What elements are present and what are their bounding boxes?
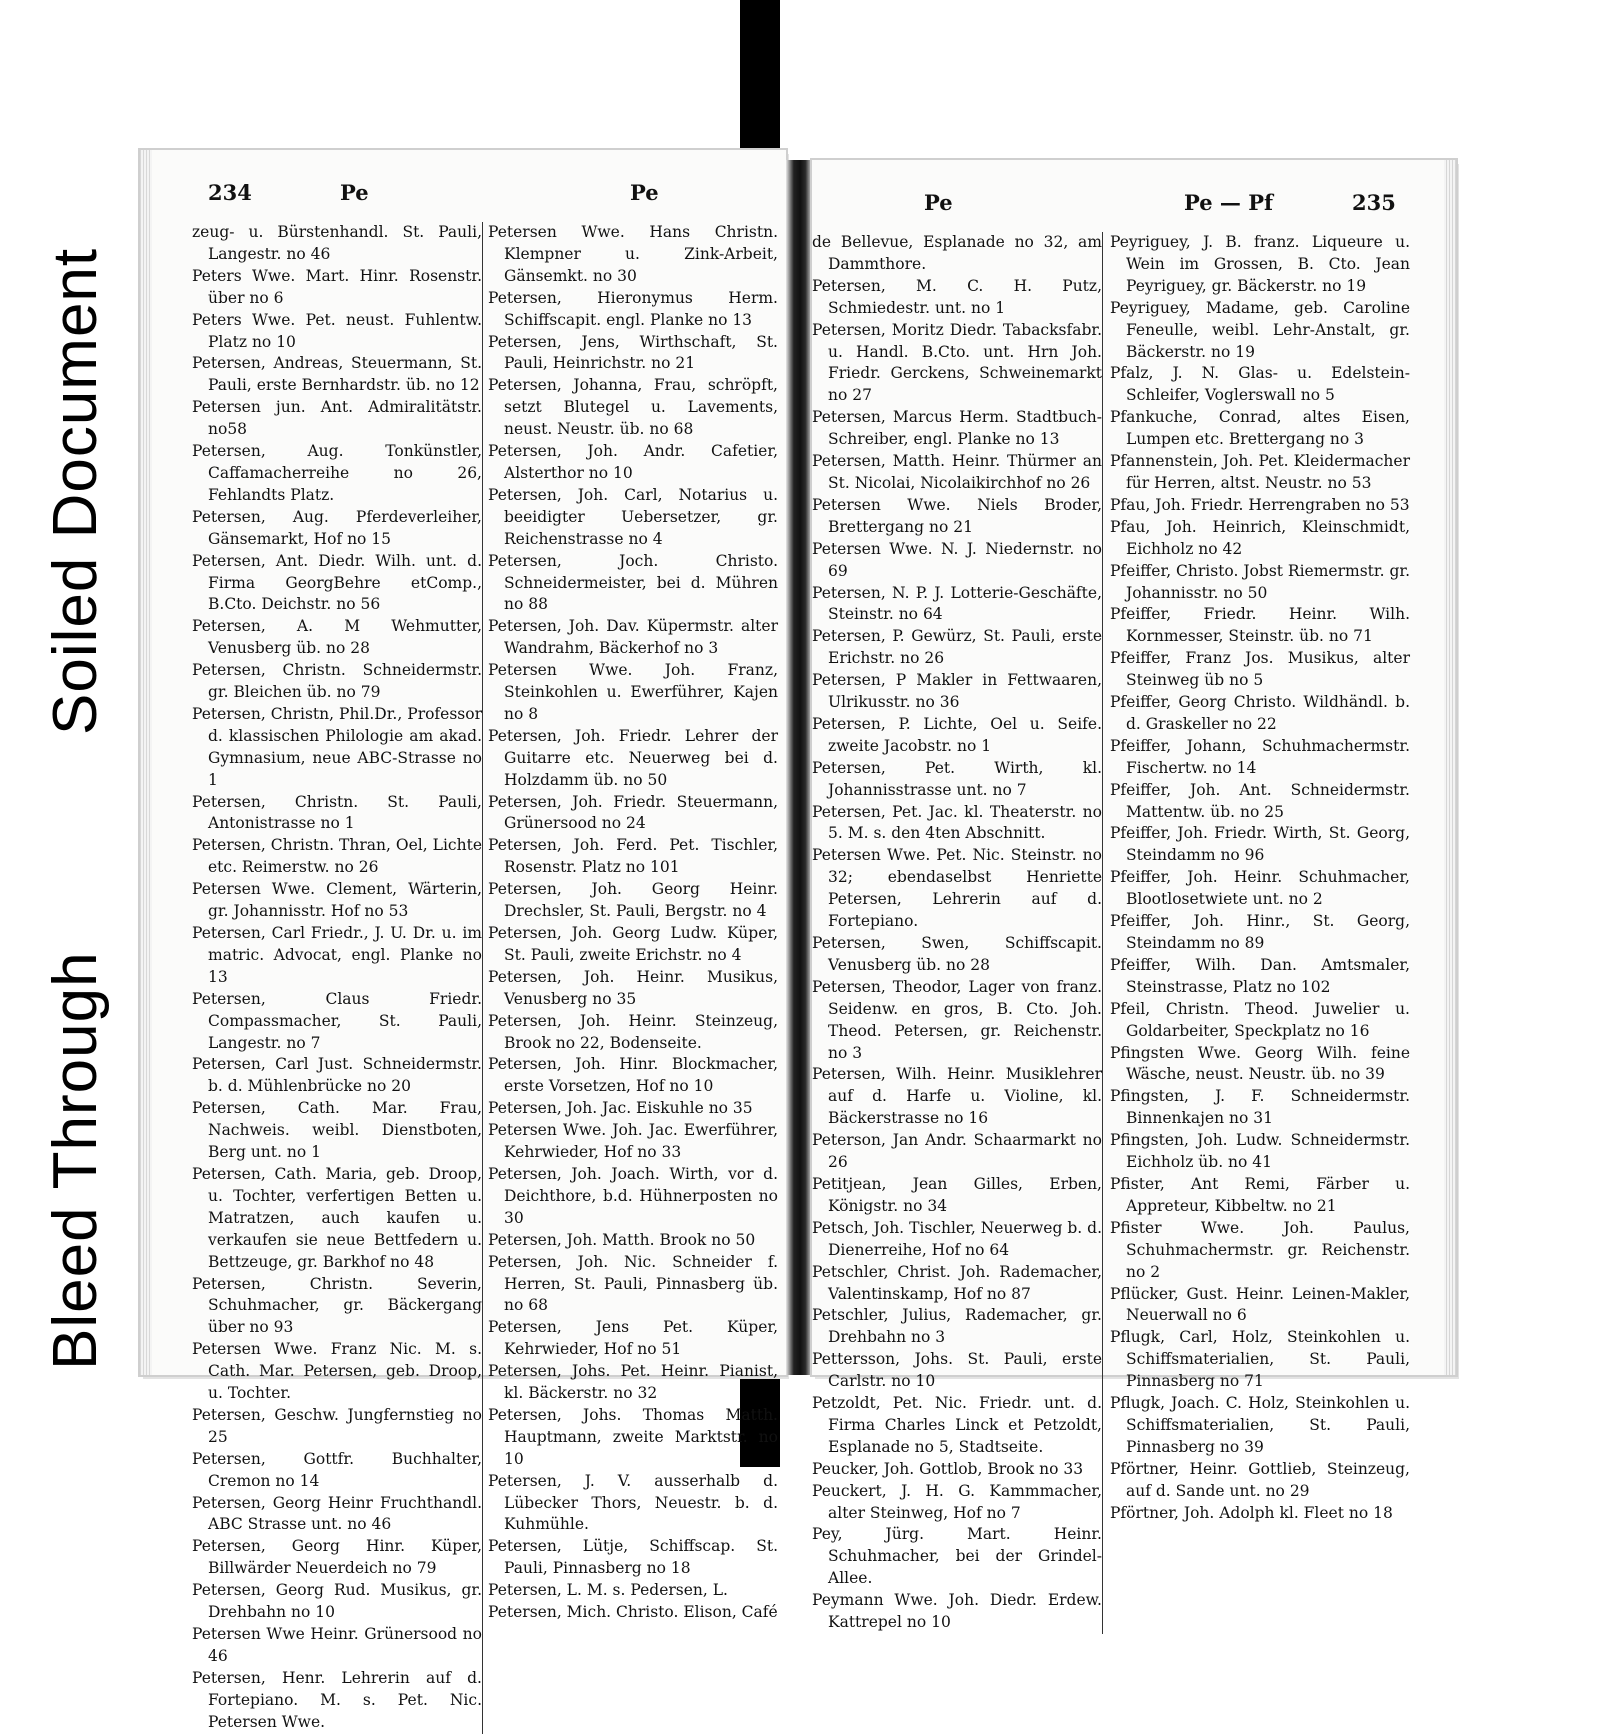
directory-entry: Petersen, Joh. Hinr. Blockmacher, erste Vorsetzen, Hof no 10	[488, 1055, 778, 1096]
directory-entry: Petersen, P Makler in Fettwaaren, Ulrikusstr. no 36	[812, 671, 1102, 712]
directory-entry: Petersen Wwe. Joh. Jac. Ewerführer, Kehrwieder, Hof no 33	[488, 1121, 778, 1162]
directory-entry: Petersen, Pet. Jac. kl. Theaterstr. no 5. M. s. den 4ten Abschnitt.	[812, 802, 1102, 843]
right-column-1	[812, 232, 1103, 1634]
directory-entry: Pflugk, Carl, Holz, Steinkohlen u. Schiffsmaterialien, St. Pauli, Pinnasberg no 71	[1110, 1328, 1410, 1391]
page-edge	[140, 150, 152, 1375]
directory-entry: Petschler, Julius, Rademacher, gr. Drehbahn no 3	[812, 1306, 1102, 1347]
running-head-center-right: Pe	[924, 190, 953, 215]
directory-entry: Petersen, Carl Just. Schneidermstr. b. d. Mühlenbrücke no 20	[192, 1055, 482, 1096]
directory-entry: Petersen Wwe Heinr. Grünersood no 46	[192, 1625, 482, 1665]
directory-entry: Petsch, Joh. Tischler, Neuerweg b. d. Dienerreihe, Hof no 64	[812, 1218, 1102, 1259]
directory-entry: Pförtner, Joh. Adolph kl. Fleet no 18	[1110, 1503, 1393, 1522]
directory-entry: Petzoldt, Pet. Nic. Friedr. unt. d. Firma Charles Linck et Petzoldt, Esplanade no 5, Stadtseite.	[812, 1394, 1102, 1456]
directory-entry: Pflücker, Gust. Heinr. Leinen-Makler, Neuerwall no 6	[1110, 1284, 1410, 1325]
directory-entry: Peyriguey, Madame, geb. Caroline Feneulle, weibl. Lehr-Anstalt, gr. Bäckerstr. no 19	[1110, 298, 1410, 361]
directory-entry: Petersen, Joh. Nic. Schneider f. Herren, St. Pauli, Pinnasberg üb. no 68	[488, 1252, 778, 1315]
directory-entry: Petersen, Andreas, Steuermann, St. Pauli, erste Bernhardstr. üb. no 12	[192, 354, 482, 395]
directory-entry: Peuckert, J. H. G. Kammmacher, alter Steinweg, Hof no 7	[812, 1481, 1102, 1522]
directory-entry: Petersen, Christn. Thran, Oel, Lichte etc. Reimerstw. no 26	[192, 836, 482, 877]
directory-entry: Pfeiffer, Joh. Friedr. Wirth, St. Georg, Steindamm no 96	[1110, 824, 1410, 865]
directory-entry: zeug- u. Bürstenhandl. St. Pauli, Langestr. no 46	[192, 223, 482, 263]
directory-entry: Peucker, Joh. Gottlob, Brook no 33	[812, 1459, 1084, 1478]
directory-entry: Peyriguey, J. B. franz. Liqueure u. Wein im Grossen, B. Cto. Jean Peyriguey, gr. Bäckerstr. no 19	[1110, 233, 1410, 295]
directory-entry: Petersen, Hieronymus Herm. Schiffscapit. engl. Planke no 13	[488, 288, 778, 329]
directory-entry: Petersen, Aug. Pferdeverleiher, Gänsemarkt, Hof no 15	[192, 507, 482, 548]
directory-entry: Pfeiffer, Christo. Jobst Riemermstr. gr. Johannisstr. no 50	[1110, 561, 1411, 602]
directory-entry: Petersen, Georg Heinr Fruchthandl. ABC Strasse unt. no 46	[192, 1493, 482, 1534]
right-column-2	[1110, 232, 1410, 1524]
left-page	[140, 150, 786, 1731]
directory-entry: Petersen, Joh. Matth. Brook no 50	[488, 1230, 756, 1249]
directory-entry: Petersen, Matth. Heinr. Thürmer an St. Nicolai, Nicolaikirchhof no 26	[812, 452, 1102, 492]
directory-entry: Petersen, Georg Rud. Musikus, gr. Drehbahn no 10	[192, 1581, 482, 1622]
directory-entry: Petersen, Joh. Friedr. Lehrer der Guitarre etc. Neuerweg bei d. Holzdamm üb. no 50	[488, 726, 778, 789]
directory-entry: Petersen Wwe. Clement, Wärterin, gr. Johannisstr. Hof no 53	[192, 880, 482, 921]
directory-entry: Petersen, Christn, Phil.Dr., Professor d. klassischen Philologie am akad. Gymnasium, neue ABC-Strasse no 1	[192, 704, 482, 789]
directory-entry: Petersen, Joh. Georg Ludw. Küper, St. Pauli, zweite Erichstr. no 4	[488, 924, 778, 964]
directory-entry: Petersen, Johs. Thomas Matth. Hauptmann, zweite Marktstr. no 10	[488, 1405, 778, 1468]
directory-entry: Pfingsten, Joh. Ludw. Schneidermstr. Eichholz üb. no 41	[1110, 1131, 1410, 1172]
directory-entry: Petersen, Georg Hinr. Küper, Billwärder Neuerdeich no 79	[192, 1537, 482, 1578]
directory-entry: Petersen Wwe. N. J. Niedernstr. no 69	[812, 539, 1102, 580]
directory-entry: Petersen, P. Gewürz, St. Pauli, erste Erichstr. no 26	[812, 627, 1102, 668]
directory-entry: Petersen, L. M. s. Pedersen, L.	[488, 1581, 728, 1600]
directory-entry: Petersen, Claus Friedr. Compassmacher, St. Pauli, Langestr. no 7	[192, 989, 482, 1052]
directory-entry: Pey, Jürg. Mart. Heinr. Schuhmacher, bei der Grindel-Allee.	[812, 1525, 1102, 1588]
directory-entry: Petersen, Lütje, Schiffscap. St. Pauli, Pinnasberg no 18	[488, 1537, 778, 1578]
directory-entry: Petersen Wwe. Hans Christn. Klempner u. Zink-Arbeit, Gänsemkt. no 30	[488, 223, 778, 285]
running-head-center-left: Pe	[630, 180, 659, 205]
directory-entry: Pflugk, Joach. C. Holz, Steinkohlen u. Schiffsmaterialien, St. Pauli, Pinnasberg no 39	[1110, 1394, 1410, 1456]
directory-entry: Petersen, Theodor, Lager von franz. Seidenw. en gros, B. Cto. Joh. Theod. Petersen, gr. Reichenstr. no 3	[812, 977, 1102, 1062]
directory-entry: Pfeiffer, Joh. Hinr., St. Georg, Steindamm no 89	[1110, 912, 1410, 952]
directory-entry: Petersen, Swen, Schiffscapit. Venusberg üb. no 28	[812, 934, 1102, 974]
directory-entry: Petersen, Joh. Georg Heinr. Drechsler, St. Pauli, Bergstr. no 4	[488, 880, 778, 921]
directory-entry: Petersen, Wilh. Heinr. Musiklehrer auf d. Harfe u. Violine, kl. Bäckerstrasse no 16	[812, 1065, 1102, 1128]
directory-entry: Petersen, Christn. St. Pauli, Antonistrasse no 1	[192, 792, 482, 833]
directory-entry: Pfeiffer, Joh. Ant. Schneidermstr. Mattentw. üb. no 25	[1110, 780, 1410, 821]
directory-entry: Peters Wwe. Mart. Hinr. Rosenstr. über no 6	[192, 266, 482, 307]
page-edge	[1444, 160, 1456, 1375]
directory-entry: Pfister Wwe. Joh. Paulus, Schuhmachermstr. gr. Reichenstr. no 2	[1110, 1218, 1410, 1281]
directory-entry: Petersen, Henr. Lehrerin auf d. Fortepiano. M. s. Pet. Nic. Petersen Wwe.	[192, 1668, 482, 1731]
directory-entry: Petersen, Cath. Mar. Frau, Nachweis. weibl. Dienstboten, Berg unt. no 1	[192, 1099, 482, 1162]
directory-entry: Petersen, Jens, Wirthschaft, St. Pauli, Heinrichstr. no 21	[488, 332, 778, 373]
directory-entry: Petersen, Moritz Diedr. Tabacksfabr. u. Handl. B.Cto. unt. Hrn Joh. Friedr. Gerckens, Schweinemarkt no 27	[812, 320, 1102, 405]
directory-entry: Petersen, Ant. Diedr. Wilh. unt. d. Firma GeorgBehre etComp., B.Cto. Deichstr. no 56	[192, 551, 482, 614]
bleed-through-label: Bleed Through	[41, 951, 110, 1370]
directory-entry: Pfannenstein, Joh. Pet. Kleidermacher für Herren, altst. Neustr. no 53	[1110, 452, 1410, 492]
directory-entry: Pfeiffer, Joh. Heinr. Schuhmacher, Blootlosetwiete unt. no 2	[1110, 868, 1410, 909]
directory-entry: de Bellevue, Esplanade no 32, am Dammthore.	[812, 233, 1102, 273]
directory-entry: Petersen, Joch. Christo. Schneidermeister, bei d. Mühren no 88	[488, 551, 778, 614]
directory-entry: Petersen, Cath. Maria, geb. Droop, u. Tochter, verfertigen Betten u. Matratzen, auch kaufen u. verkaufen sie neue Bettfedern u. Bettzeuge, gr. Barkhof no 48	[192, 1164, 482, 1271]
directory-entry: Pettersson, Johs. St. Pauli, erste Carlstr. no 10	[812, 1350, 1102, 1391]
directory-entry: Peters Wwe. Pet. neust. Fuhlentw. Platz no 10	[192, 310, 482, 351]
directory-entry: Petersen, Joh. Carl, Notarius u. beeidigter Uebersetzer, gr. Reichenstrasse no 4	[488, 485, 778, 548]
directory-entry: Petersen, Joh. Jac. Eiskuhle no 35	[488, 1099, 753, 1118]
directory-entry: Pfister, Ant Remi, Färber u. Appreteur, Kibbeltw. no 21	[1110, 1174, 1410, 1215]
directory-entry: Petersen Wwe. Joh. Franz, Steinkohlen u. Ewerführer, Kajen no 8	[488, 661, 778, 723]
book-spine-top	[740, 0, 780, 160]
directory-entry: Petersen, Joh. Joach. Wirth, vor d. Deichthore, b.d. Hühnerposten no 30	[488, 1164, 778, 1227]
directory-entry: Pfankuche, Conrad, altes Eisen, Lumpen etc. Brettergang no 3	[1110, 408, 1410, 449]
page-number-right: 235	[1352, 190, 1396, 215]
directory-entry: Pfau, Joh. Heinrich, Kleinschmidt, Eichholz no 42	[1110, 517, 1410, 558]
book-gutter	[786, 160, 812, 1375]
left-column-2	[488, 222, 778, 1624]
directory-entry: Peterson, Jan Andr. Schaarmarkt no 26	[812, 1131, 1102, 1172]
directory-entry: Petersen, Gottfr. Buchhalter, Cremon no 14	[192, 1449, 482, 1490]
soiled-document-label: Soiled Document	[41, 247, 110, 735]
directory-entry: Petersen, Joh. Ferd. Pet. Tischler, Rosenstr. Platz no 101	[488, 836, 778, 877]
directory-entry: Petersen, Christn. Severin, Schuhmacher, gr. Bäckergang über no 93	[192, 1274, 482, 1337]
directory-entry: Pfeiffer, Friedr. Heinr. Wilh. Kornmesser, Steinstr. üb. no 71	[1110, 605, 1410, 646]
directory-entry: Petersen, Christn. Schneidermstr. gr. Bleichen üb. no 79	[192, 661, 482, 702]
directory-entry: Petersen jun. Ant. Admiralitätstr. no58	[192, 398, 482, 439]
directory-entry: Petersen, Joh. Heinr. Steinzeug, Brook no 22, Bodenseite.	[488, 1011, 778, 1052]
directory-entry: Petersen, A. M Wehmutter, Venusberg üb. no 28	[192, 617, 482, 658]
directory-entry: Petersen, Johs. Pet. Heinr. Pianist, kl. Bäckerstr. no 32	[488, 1362, 778, 1403]
directory-entry: Petersen, Aug. Tonkünstler, Caffamacherreihe no 26, Fehlandts Platz.	[192, 442, 482, 504]
directory-entry: Petersen, P. Lichte, Oel u. Seife. zweite Jacobstr. no 1	[812, 714, 1102, 755]
directory-entry: Petersen, Joh. Heinr. Musikus, Venusberg no 35	[488, 967, 778, 1008]
directory-entry: Petersen, Joh. Andr. Cafetier, Alsterthor no 10	[488, 442, 778, 482]
directory-entry: Petersen, Marcus Herm. Stadtbuch-Schreiber, engl. Planke no 13	[812, 408, 1102, 449]
directory-entry: Petersen, Joh. Friedr. Steuermann, Grünersood no 24	[488, 792, 778, 833]
directory-entry: Pfeiffer, Wilh. Dan. Amtsmaler, Steinstrasse, Platz no 102	[1110, 955, 1410, 996]
left-column-1	[192, 222, 483, 1734]
directory-entry: Pfeiffer, Franz Jos. Musikus, alter Steinweg üb no 5	[1110, 649, 1410, 690]
directory-entry: Petersen, Geschw. Jungfernstieg no 25	[192, 1405, 482, 1446]
directory-entry: Petersen Wwe. Niels Broder, Brettergang no 21	[812, 495, 1102, 536]
directory-entry: Petersen, Jens Pet. Küper, Kehrwieder, Hof no 51	[488, 1318, 778, 1359]
directory-entry: Petersen, M. C. H. Putz, Schmiedestr. unt. no 1	[812, 276, 1102, 317]
directory-entry: Petersen Wwe. Franz Nic. M. s. Cath. Mar. Petersen, geb. Droop, u. Tochter.	[192, 1340, 482, 1403]
directory-entry: Petersen, Johanna, Frau, schröpft, setzt Blutegel u. Lavements, neust. Neustr. üb. no 68	[488, 376, 778, 439]
directory-entry: Petersen, Joh. Dav. Küpermstr. alter Wandrahm, Bäckerhof no 3	[488, 617, 778, 658]
directory-entry: Peymann Wwe. Joh. Diedr. Erdew. Kattrepel no 10	[812, 1591, 1102, 1632]
directory-entry: Petersen, Carl Friedr., J. U. Dr. u. im matric. Advocat, engl. Planke no 13	[192, 924, 482, 986]
directory-entry: Petersen, Pet. Wirth, kl. Johannisstrasse unt. no 7	[812, 758, 1102, 799]
directory-entry: Pfeil, Christn. Theod. Juwelier u. Goldarbeiter, Speckplatz no 16	[1110, 999, 1410, 1040]
directory-entry: Pfingsten, J. F. Schneidermstr. Binnenkajen no 31	[1110, 1087, 1410, 1128]
directory-entry: Petersen, N. P. J. Lotterie-Geschäfte, Steinstr. no 64	[812, 583, 1102, 624]
page-number-left: 234	[208, 180, 252, 205]
directory-entry: Pfingsten Wwe. Georg Wilh. feine Wäsche, neust. Neustr. üb. no 39	[1110, 1043, 1410, 1084]
right-page	[812, 160, 1456, 1632]
directory-entry: Pfalz, J. N. Glas- u. Edelstein-Schleifer, Voglerswall no 5	[1110, 364, 1410, 405]
directory-entry: Petersen, J. V. ausserhalb d. Lübecker Thors, Neuestr. b. d. Kuhmühle.	[488, 1471, 778, 1534]
running-head-left: Pe	[340, 180, 369, 205]
directory-entry: Pförtner, Heinr. Gottlieb, Steinzeug, auf d. Sande unt. no 29	[1110, 1459, 1410, 1500]
directory-entry: Pfeiffer, Georg Christo. Wildhändl. b. d. Graskeller no 22	[1110, 693, 1410, 733]
directory-entry: Petersen Wwe. Pet. Nic. Steinstr. no 32; ebendaselbst Henriette Petersen, Lehrerin auf d. Fortepiano.	[812, 846, 1102, 931]
directory-entry: Petschler, Christ. Joh. Rademacher, Valentinskamp, Hof no 87	[812, 1262, 1102, 1303]
directory-entry: Petitjean, Jean Gilles, Erben, Königstr. no 34	[812, 1174, 1102, 1215]
running-head-right: Pe — Pf	[1184, 190, 1274, 215]
directory-entry: Pfau, Joh. Friedr. Herrengraben no 53	[1110, 495, 1410, 514]
directory-entry: Pfeiffer, Johann, Schuhmachermstr. Fischertw. no 14	[1110, 736, 1410, 777]
directory-entry: Petersen, Mich. Christo. Elison, Café	[488, 1603, 778, 1622]
